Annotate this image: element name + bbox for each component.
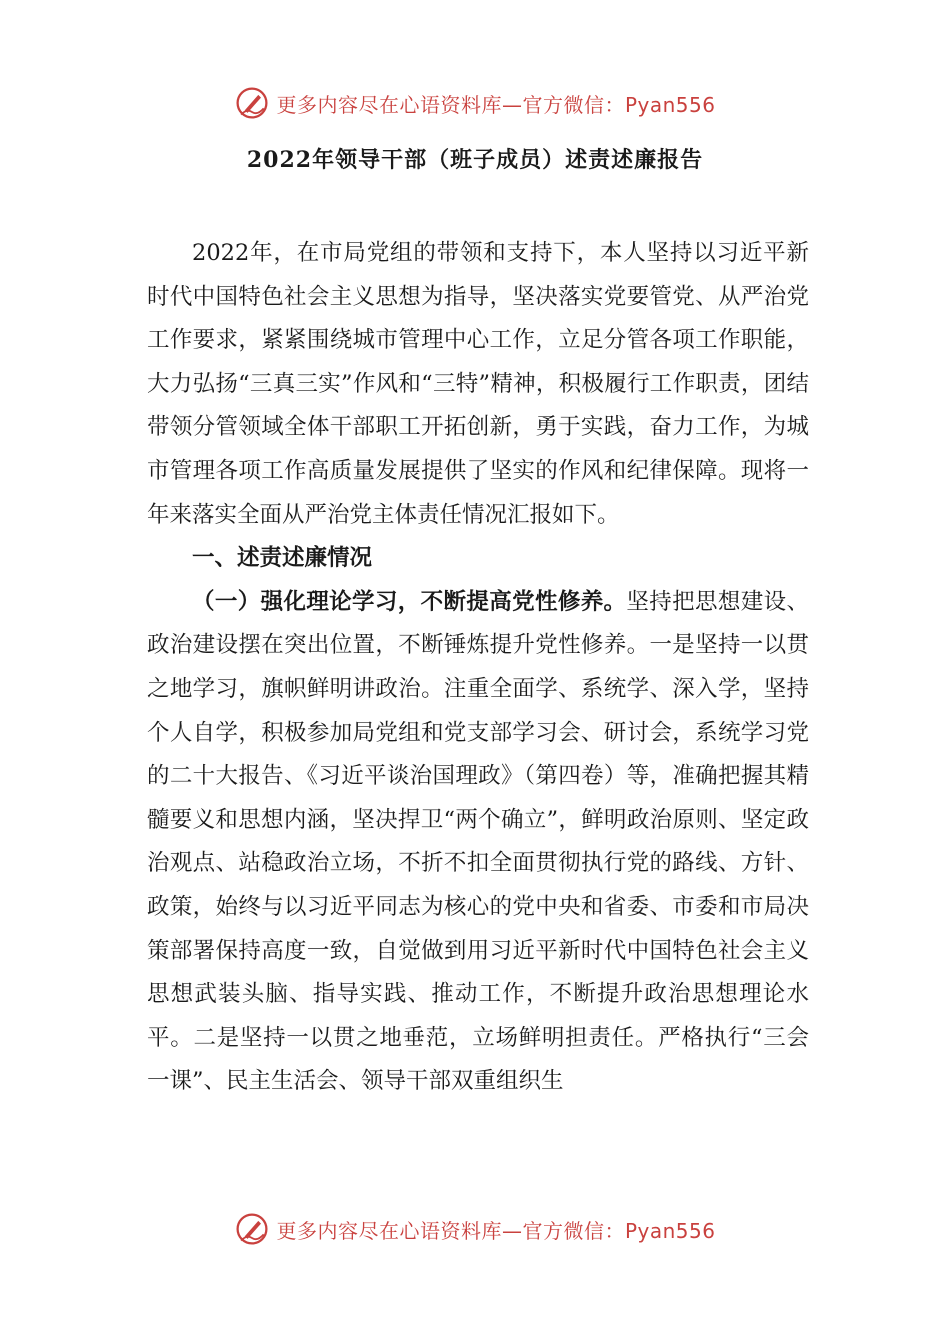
section-heading: 一、述责述廉情况 (192, 545, 373, 572)
pen-logo-icon (234, 85, 270, 121)
intro-paragraph: 2022年，在市局党组的带领和支持下，本人坚持以习近平新时代中国特色社会主义思想为指导，坚决落实党要管党、从严治党工作要求，紧紧围绕城市管理中心工作，立足分管各项工作职能，大力弘扬“三真三实”作风和“三特”精神，积极履行工作职责，团结带领分管领域全体干部职工开拓创新，勇于实践，奋力工作，为城市管理各项工作高质量发展提供了坚实的作风和纪律保障。现将一年来落实全面从严治党主体责任情况汇报如下。 (147, 240, 809, 528)
document-body (147, 232, 809, 1104)
subsection-body: 坚持把思想建设、政治建设摆在突出位置，不断锤炼提升党性修养。一是坚持一以贯之地学习，旗帜鲜明讲政治。注重全面学、系统学、深入学，坚持个人自学，积极参加局党组和党支部学习会、研讨会，系统学习党的二十大报告、《习近平谈治国理政》（第四卷）等，准确把握其精髓要义和思想内涵，坚决捍卫“两个确立”，鲜明政治原则、坚定政治观点、站稳政治立场，不折不扣全面贯彻执行党的路线、方针、政策，始终与以习近平同志为核心的党中央和省委、市委和市局决策部署保持高度一致，自觉做到用习近平新时代中国特色社会主义思想武装头脑、指导实践、推动工作，不断提升政治思想理论水平。二是坚持一以贯之地垂范，立场鲜明担责任。严格执行“三会一课”、民主生活会、领导干部双重组织生 (147, 588, 809, 1095)
watermark-text: 更多内容尽在心语资料库—官方微信：Pyan556 (276, 1218, 716, 1243)
watermark-banner-top (0, 78, 950, 128)
document-title: 2022年领导干部（班子成员）述责述廉报告 (246, 147, 704, 173)
pen-logo-icon (234, 1211, 270, 1247)
watermark-banner-bottom (0, 1204, 950, 1254)
subsection-paragraph (147, 581, 809, 1104)
watermark-text: 更多内容尽在心语资料库—官方微信：Pyan556 (276, 92, 716, 117)
subsection-heading: （一）强化理论学习，不断提高党性修养。 (192, 588, 627, 615)
